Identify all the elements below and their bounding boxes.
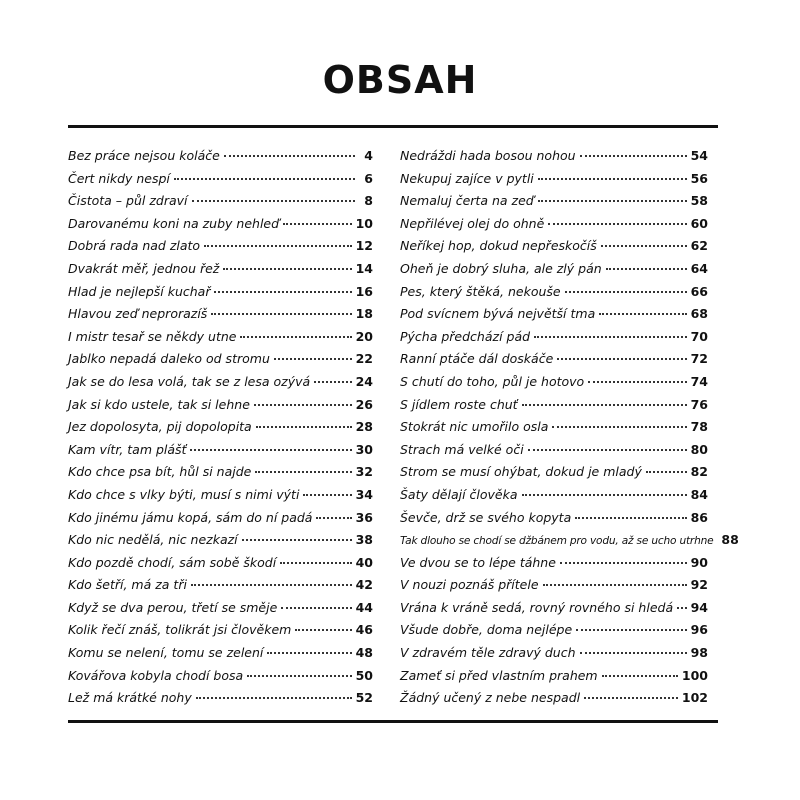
toc-entry-title: Když se dva perou, třetí se směje — [68, 599, 278, 615]
toc-entry[interactable] — [400, 507, 708, 530]
dot-leader — [314, 381, 351, 383]
toc-entry-page-number: 58 — [690, 193, 708, 209]
toc-entry-page-number: 8 — [364, 193, 373, 209]
dot-leader — [538, 200, 687, 202]
toc-entry-title: S jídlem roste chuť — [400, 396, 518, 412]
dot-leader — [267, 652, 351, 654]
dot-leader — [599, 313, 686, 315]
toc-entry-title: Jak se do lesa volá, tak se z lesa ozývá — [68, 373, 311, 389]
toc-entry[interactable] — [68, 439, 373, 462]
toc-entry-page-number: 82 — [690, 464, 708, 480]
dot-leader — [522, 404, 687, 406]
toc-entry-title: Neříkej hop, dokud nepřeskočíš — [400, 238, 597, 254]
toc-entry-title: Dvakrát měř, jednou řež — [68, 260, 220, 276]
toc-entry-page-number: 92 — [690, 577, 708, 593]
toc-entry-page-number: 6 — [364, 170, 373, 186]
toc-entry[interactable] — [400, 213, 708, 236]
dot-leader — [602, 675, 678, 677]
toc-entry-title: Všude dobře, doma nejlépe — [400, 622, 573, 638]
dot-leader — [580, 155, 687, 157]
toc-entry[interactable] — [68, 348, 373, 371]
toc-entry-title: Bez práce nejsou koláče — [68, 148, 220, 163]
dot-leader — [280, 562, 351, 564]
toc-entry-page-number: 62 — [690, 238, 708, 254]
dot-leader — [576, 629, 686, 631]
dot-leader — [646, 471, 687, 473]
toc-entry-page-number: 66 — [690, 283, 708, 299]
toc-entry[interactable] — [68, 190, 373, 213]
dot-leader — [190, 449, 351, 451]
toc-entry[interactable] — [400, 348, 708, 371]
toc-entry[interactable] — [400, 416, 708, 439]
toc-entry-title: Čistota – půl zdraví — [68, 193, 188, 209]
toc-entry[interactable] — [400, 326, 708, 349]
toc-entry-title: Ranní ptáče dál doskáče — [400, 351, 554, 367]
toc-entry[interactable] — [68, 394, 373, 417]
toc-entry[interactable] — [68, 326, 373, 349]
toc-entry[interactable] — [400, 371, 708, 394]
toc-entry-title: Oheň je dobrý sluha, ale zlý pán — [400, 260, 602, 276]
dot-leader — [522, 494, 687, 496]
toc-entry-page-number: 26 — [355, 396, 373, 412]
dot-leader — [224, 155, 355, 157]
dot-leader — [174, 178, 355, 180]
dot-leader — [255, 471, 351, 473]
toc-entry-page-number: 60 — [690, 215, 708, 231]
dot-leader — [548, 223, 686, 225]
dot-leader — [256, 426, 352, 428]
toc-entry-title: Jablko nepadá daleko od stromu — [68, 351, 270, 367]
toc-entry[interactable] — [68, 371, 373, 394]
toc-entry-title: V nouzi poznáš přítele — [400, 577, 539, 593]
toc-entry-page-number: 42 — [355, 577, 373, 593]
toc-entry-page-number: 52 — [355, 690, 373, 706]
toc-entry[interactable] — [400, 303, 708, 326]
toc-entry-title: Jez dopolosyta, pij dopolopita — [68, 419, 252, 435]
toc-entry[interactable] — [68, 461, 373, 484]
toc-entry-page-number: 44 — [355, 599, 373, 615]
dot-leader — [677, 607, 686, 609]
toc-entry-page-number: 86 — [690, 509, 708, 525]
toc-entry-page-number: 70 — [690, 328, 708, 344]
toc-entry-title: Nekupuj zajíce v pytli — [400, 170, 534, 186]
toc-entry-page-number: 76 — [690, 396, 708, 412]
toc-entry-page-number: 78 — [690, 419, 708, 435]
dot-leader — [316, 517, 351, 519]
toc-entry-page-number: 24 — [355, 373, 373, 389]
dot-leader — [242, 539, 352, 541]
toc-entry-page-number: 32 — [355, 464, 373, 480]
dot-leader — [254, 404, 352, 406]
toc-entry-title: Žádný učený z nebe nespadl — [400, 690, 581, 706]
toc-entry-page-number: 56 — [690, 170, 708, 186]
toc-entry-page-number: 54 — [690, 148, 708, 163]
toc-entry-title: Lež má krátké nohy — [68, 690, 192, 706]
toc-entry-page-number: 80 — [690, 441, 708, 457]
toc-entry[interactable] — [400, 574, 708, 597]
toc-entry-page-number: 72 — [690, 351, 708, 367]
toc-entry-title: Šaty dělají člověka — [400, 486, 518, 502]
toc-entry-page-number: 14 — [355, 260, 373, 276]
toc-entry-page-number: 20 — [355, 328, 373, 344]
dot-leader — [575, 517, 686, 519]
dot-leader — [560, 562, 687, 564]
toc-entry[interactable] — [400, 145, 708, 168]
dot-leader — [528, 449, 687, 451]
toc-entry-title: Kolik řečí znáš, tolikrát jsi člověkem — [68, 622, 292, 638]
dot-leader — [196, 697, 352, 699]
toc-entry[interactable] — [400, 168, 708, 191]
toc-entry-title: Jak si kdo ustele, tak si lehne — [68, 396, 250, 412]
dot-leader — [601, 245, 687, 247]
toc-entry[interactable] — [68, 507, 373, 530]
dot-leader — [281, 607, 351, 609]
page-title: OBSAH — [322, 58, 478, 102]
toc-entry-page-number: 102 — [681, 690, 708, 706]
toc-entry[interactable] — [400, 235, 708, 258]
toc-entry[interactable] — [68, 529, 373, 552]
toc-entry-page-number: 4 — [364, 148, 373, 163]
toc-entry-page-number: 100 — [681, 667, 708, 683]
toc-entry-title: Nemaluj čerta na zeď — [400, 193, 534, 209]
toc-entry[interactable] — [400, 665, 708, 688]
toc-entry[interactable] — [68, 665, 373, 688]
dot-leader — [303, 494, 351, 496]
toc-entry[interactable] — [400, 281, 708, 304]
toc-entry-page-number: 16 — [355, 283, 373, 299]
toc-entry[interactable] — [68, 145, 373, 168]
toc-entry-title: Kdo pozdě chodí, sám sobě škodí — [68, 554, 277, 570]
toc-entry-title: Nedráždi hada bosou nohou — [400, 148, 576, 163]
toc-entry-page-number: 96 — [690, 622, 708, 638]
toc-entry-title: Čert nikdy nespí — [68, 170, 170, 186]
toc-entry-page-number: 68 — [690, 306, 708, 322]
toc-entry[interactable] — [400, 258, 708, 281]
toc-entry[interactable] — [400, 597, 708, 620]
dot-leader — [295, 629, 351, 631]
toc-entry-page-number: 22 — [355, 351, 373, 367]
toc-entry[interactable] — [400, 552, 708, 575]
toc-entry[interactable] — [68, 552, 373, 575]
toc-entry-page-number: 34 — [355, 486, 373, 502]
toc-entry[interactable] — [400, 619, 708, 642]
toc-entry-title: Kam vítr, tam plášť — [68, 441, 187, 457]
toc-entry-title: Kdo chce s vlky býti, musí s nimi výti — [68, 486, 300, 502]
dot-leader — [223, 268, 351, 270]
toc-entry-title: Kovářova kobyla chodí bosa — [68, 667, 244, 683]
toc-entry-title: Stokrát nic umořilo osla — [400, 419, 549, 435]
toc-entry-title: Vrána k vráně sedá, rovný rovného si hledá — [400, 599, 674, 615]
toc-column-right — [400, 145, 739, 710]
toc-entry-page-number: 64 — [690, 260, 708, 276]
toc-entry-page-number: 74 — [690, 373, 708, 389]
toc-entry-title: Kdo šetří, má za tři — [68, 577, 187, 593]
toc-entry-page-number: 90 — [690, 554, 708, 570]
toc-entry[interactable] — [400, 190, 708, 213]
toc-entry-title: Kdo nic nedělá, nic nezkazí — [68, 532, 238, 548]
toc-entry-title: Ševče, drž se svého kopyta — [400, 509, 572, 525]
dot-leader — [274, 358, 352, 360]
toc-entry-title: Hlavou zeď neprorazíš — [68, 306, 208, 322]
toc-entry-title: Pod svícnem bývá největší tma — [400, 306, 596, 322]
dot-leader — [204, 245, 352, 247]
toc-entry[interactable] — [400, 642, 708, 665]
toc-entry-page-number: 48 — [355, 645, 373, 661]
toc-entry-page-number: 30 — [355, 441, 373, 457]
toc-entry-page-number: 12 — [355, 238, 373, 254]
toc-entry-title: Zameť si před vlastním prahem — [400, 667, 598, 683]
bottom-divider — [68, 720, 718, 723]
toc-entry-title: Kdo jinému jámu kopá, sám do ní padá — [68, 509, 313, 525]
toc-entry[interactable] — [68, 258, 373, 281]
toc-entry[interactable] — [400, 439, 708, 462]
toc-entry-title: S chutí do toho, půl je hotovo — [400, 373, 585, 389]
toc-entry-title: Kdo chce psa bít, hůl si najde — [68, 464, 252, 480]
top-divider — [68, 125, 718, 128]
toc-entry-page-number: 40 — [355, 554, 373, 570]
toc-entry[interactable] — [68, 168, 373, 191]
toc-entry[interactable] — [68, 235, 373, 258]
dot-leader — [543, 584, 687, 586]
toc-entry-page-number: 84 — [690, 486, 708, 502]
toc-entry-page-number: 38 — [355, 532, 373, 548]
toc-entry-title: Strom se musí ohýbat, dokud je mladý — [400, 464, 642, 480]
toc-entry-title: I mistr tesař se někdy utne — [68, 328, 237, 344]
dot-leader — [247, 675, 351, 677]
toc-entry[interactable] — [400, 484, 708, 507]
toc-entry-page-number: 98 — [690, 645, 708, 661]
toc-column-left — [68, 145, 373, 710]
dot-leader — [552, 426, 686, 428]
toc-entry[interactable] — [68, 416, 373, 439]
dot-leader — [565, 291, 687, 293]
dot-leader — [214, 291, 351, 293]
dot-leader — [606, 268, 687, 270]
toc-entry[interactable] — [400, 529, 739, 552]
toc-entry-title: Komu se nelení, tomu se zelení — [68, 645, 264, 661]
toc-entry-page-number: 36 — [355, 509, 373, 525]
toc-entry-page-number: 94 — [690, 599, 708, 615]
toc-entry-title: Hlad je nejlepší kuchař — [68, 283, 211, 299]
toc-entry-title: Dobrá rada nad zlato — [68, 238, 201, 254]
toc-entry-title: Pýcha předchází pád — [400, 328, 531, 344]
toc-entry-page-number: 46 — [355, 622, 373, 638]
dot-leader — [283, 223, 352, 225]
toc-entry-title: Ve dvou se to lépe táhne — [400, 554, 556, 570]
dot-leader — [534, 336, 687, 338]
dot-leader — [240, 336, 351, 338]
dot-leader — [557, 358, 686, 360]
toc-entry-page-number: 50 — [355, 667, 373, 683]
toc-entry-page-number: 88 — [721, 532, 739, 548]
toc-entry-title: Pes, který štěká, nekouše — [400, 283, 561, 299]
dot-leader — [584, 697, 678, 699]
toc-entry-title: Strach má velké oči — [400, 441, 524, 457]
toc-entry[interactable] — [400, 461, 708, 484]
toc-entry-page-number: 10 — [355, 215, 373, 231]
dot-leader — [588, 381, 686, 383]
toc-entry[interactable] — [68, 303, 373, 326]
toc-entry-title: Darovanému koni na zuby nehleď — [68, 215, 280, 231]
toc-entry-page-number: 28 — [355, 419, 373, 435]
dot-leader — [580, 652, 687, 654]
toc-entry[interactable] — [68, 619, 373, 642]
toc-entry[interactable] — [400, 394, 708, 417]
toc-entry-title: Tak dlouho se chodí se džbánem pro vodu, až se ucho utrhne — [400, 535, 714, 548]
toc-entry[interactable] — [68, 281, 373, 304]
toc-entry-title: V zdravém těle zdravý duch — [400, 645, 576, 661]
toc-entry-page-number: 18 — [355, 306, 373, 322]
toc-entry[interactable] — [68, 687, 373, 710]
toc-entry[interactable] — [68, 597, 373, 620]
dot-leader — [191, 584, 352, 586]
toc-entry[interactable] — [68, 484, 373, 507]
toc-entry[interactable] — [400, 687, 708, 710]
toc-entry-title: Nepřilévej olej do ohně — [400, 215, 545, 231]
dot-leader — [211, 313, 351, 315]
dot-leader — [538, 178, 687, 180]
dot-leader — [192, 200, 356, 202]
toc-entry[interactable] — [68, 213, 373, 236]
toc-entry[interactable] — [68, 642, 373, 665]
toc-entry[interactable] — [68, 574, 373, 597]
